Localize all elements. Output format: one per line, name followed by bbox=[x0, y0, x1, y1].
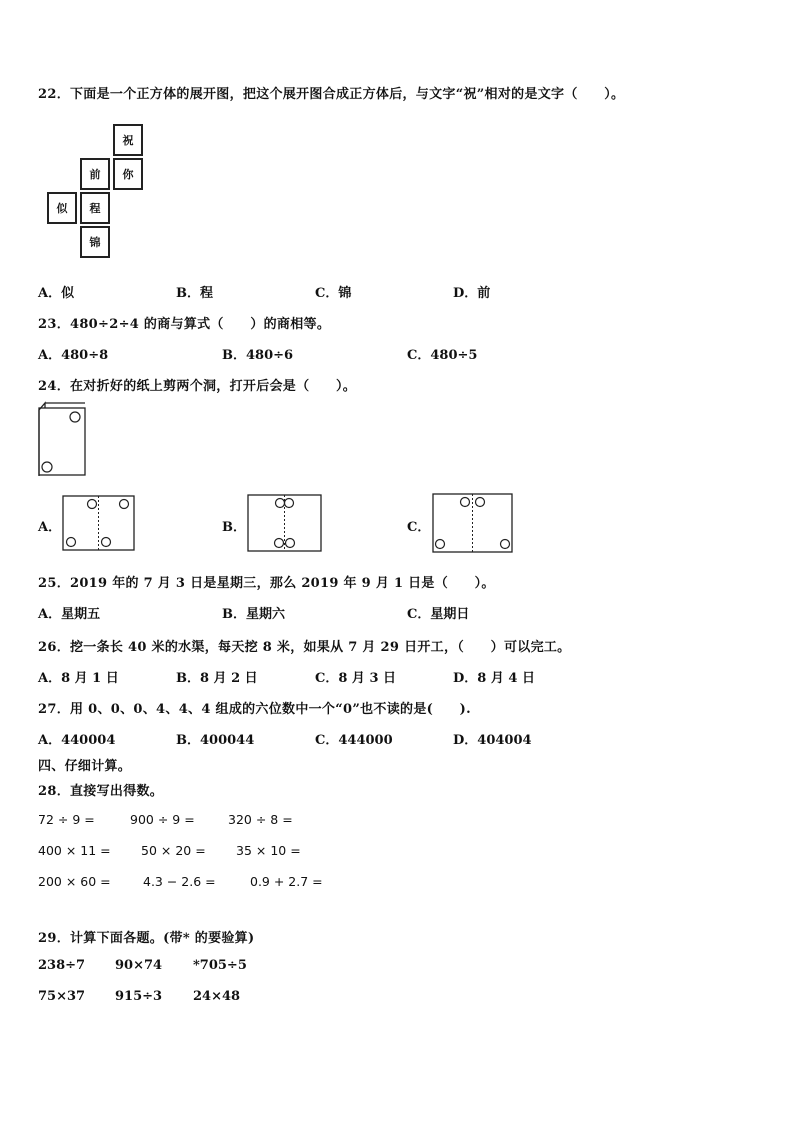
net-cell-zhu: 祝 bbox=[113, 124, 143, 156]
q26-text: 26．挖一条长 40 米的水渠，每天挖 8 米，如果从 7 月 29 日开工，（ ）可以完工。 bbox=[38, 640, 571, 655]
net-cell-si: 似 bbox=[47, 192, 77, 224]
q29-text: 29．计算下面各题。(带* 的要验算) bbox=[38, 931, 255, 946]
section-4-heading: 四、仔细计算。 bbox=[38, 759, 132, 774]
q28-r3-c1: 200 × 60 = bbox=[38, 874, 111, 889]
q27-option-c[interactable]: C．444000 bbox=[315, 733, 393, 748]
q23-option-b[interactable]: B．480÷6 bbox=[222, 348, 294, 363]
q29-r2-c2: 915÷3 bbox=[115, 989, 163, 1004]
q24-option-c-label[interactable]: C． bbox=[407, 520, 431, 535]
q24-option-a-figure[interactable] bbox=[62, 494, 136, 552]
q28-r3-c2: 4.3 − 2.6 = bbox=[143, 874, 216, 889]
q24-option-b-figure[interactable] bbox=[247, 493, 323, 553]
q22-option-c[interactable]: C．锦 bbox=[315, 286, 352, 301]
q28-r2-c3: 35 × 10 = bbox=[236, 843, 301, 858]
q26-option-b[interactable]: B．8 月 2 日 bbox=[176, 671, 258, 686]
q26-option-c[interactable]: C．8 月 3 日 bbox=[315, 671, 397, 686]
q22-text: 22．下面是一个正方体的展开图，把这个展开图合成正方体后，与文字“祝”相对的是文字（ ）。 bbox=[38, 87, 625, 102]
q23-option-a[interactable]: A．480÷8 bbox=[38, 348, 109, 363]
q28-r1-c2: 900 ÷ 9 = bbox=[130, 812, 195, 827]
q22-option-d[interactable]: D．前 bbox=[453, 286, 491, 301]
q29-r1-c3: *705÷5 bbox=[193, 958, 247, 973]
q28-text: 28．直接写出得数。 bbox=[38, 784, 164, 799]
q24-option-c-figure[interactable] bbox=[432, 492, 514, 554]
q22-option-a[interactable]: A．似 bbox=[38, 286, 75, 301]
q28-r1-c1: 72 ÷ 9 = bbox=[38, 812, 95, 827]
q25-option-a[interactable]: A．星期五 bbox=[38, 607, 101, 622]
folded-paper-figure bbox=[36, 400, 88, 478]
q29-r2-c1: 75×37 bbox=[38, 989, 86, 1004]
q29-r1-c1: 238÷7 bbox=[38, 958, 86, 973]
q27-option-a[interactable]: A．440004 bbox=[38, 733, 116, 748]
q27-option-d[interactable]: D．404004 bbox=[453, 733, 532, 748]
q23-option-c[interactable]: C．480÷5 bbox=[407, 348, 478, 363]
q24-text: 24．在对折好的纸上剪两个洞，打开后会是（ ）。 bbox=[38, 379, 357, 394]
q26-option-a[interactable]: A．8 月 1 日 bbox=[38, 671, 119, 686]
q28-r3-c3: 0.9 + 2.7 = bbox=[250, 874, 323, 889]
q29-r2-c3: 24×48 bbox=[193, 989, 241, 1004]
q25-option-c[interactable]: C．星期日 bbox=[407, 607, 470, 622]
q26-option-d[interactable]: D．8 月 4 日 bbox=[453, 671, 535, 686]
q24-option-a-label[interactable]: A． bbox=[38, 520, 62, 535]
net-cell-ni: 你 bbox=[113, 158, 143, 190]
net-cell-qian: 前 bbox=[80, 158, 110, 190]
net-cell-jin: 锦 bbox=[80, 226, 110, 258]
q28-r2-c1: 400 × 11 = bbox=[38, 843, 111, 858]
q27-option-b[interactable]: B．400044 bbox=[176, 733, 255, 748]
q29-r1-c2: 90×74 bbox=[115, 958, 163, 973]
q27-text: 27．用 0、0、0、4、4、4 组成的六位数中一个“0”也不读的是( ). bbox=[38, 702, 471, 717]
q24-option-b-label[interactable]: B． bbox=[222, 520, 246, 535]
q22-option-b[interactable]: B．程 bbox=[176, 286, 213, 301]
q23-text: 23．480÷2÷4 的商与算式（ ）的商相等。 bbox=[38, 317, 331, 332]
net-cell-cheng: 程 bbox=[80, 192, 110, 224]
q28-r2-c2: 50 × 20 = bbox=[141, 843, 206, 858]
q28-r1-c3: 320 ÷ 8 = bbox=[228, 812, 293, 827]
q25-text: 25．2019 年的 7 月 3 日是星期三，那么 2019 年 9 月 1 日是（ ）。 bbox=[38, 576, 495, 591]
q25-option-b[interactable]: B．星期六 bbox=[222, 607, 285, 622]
